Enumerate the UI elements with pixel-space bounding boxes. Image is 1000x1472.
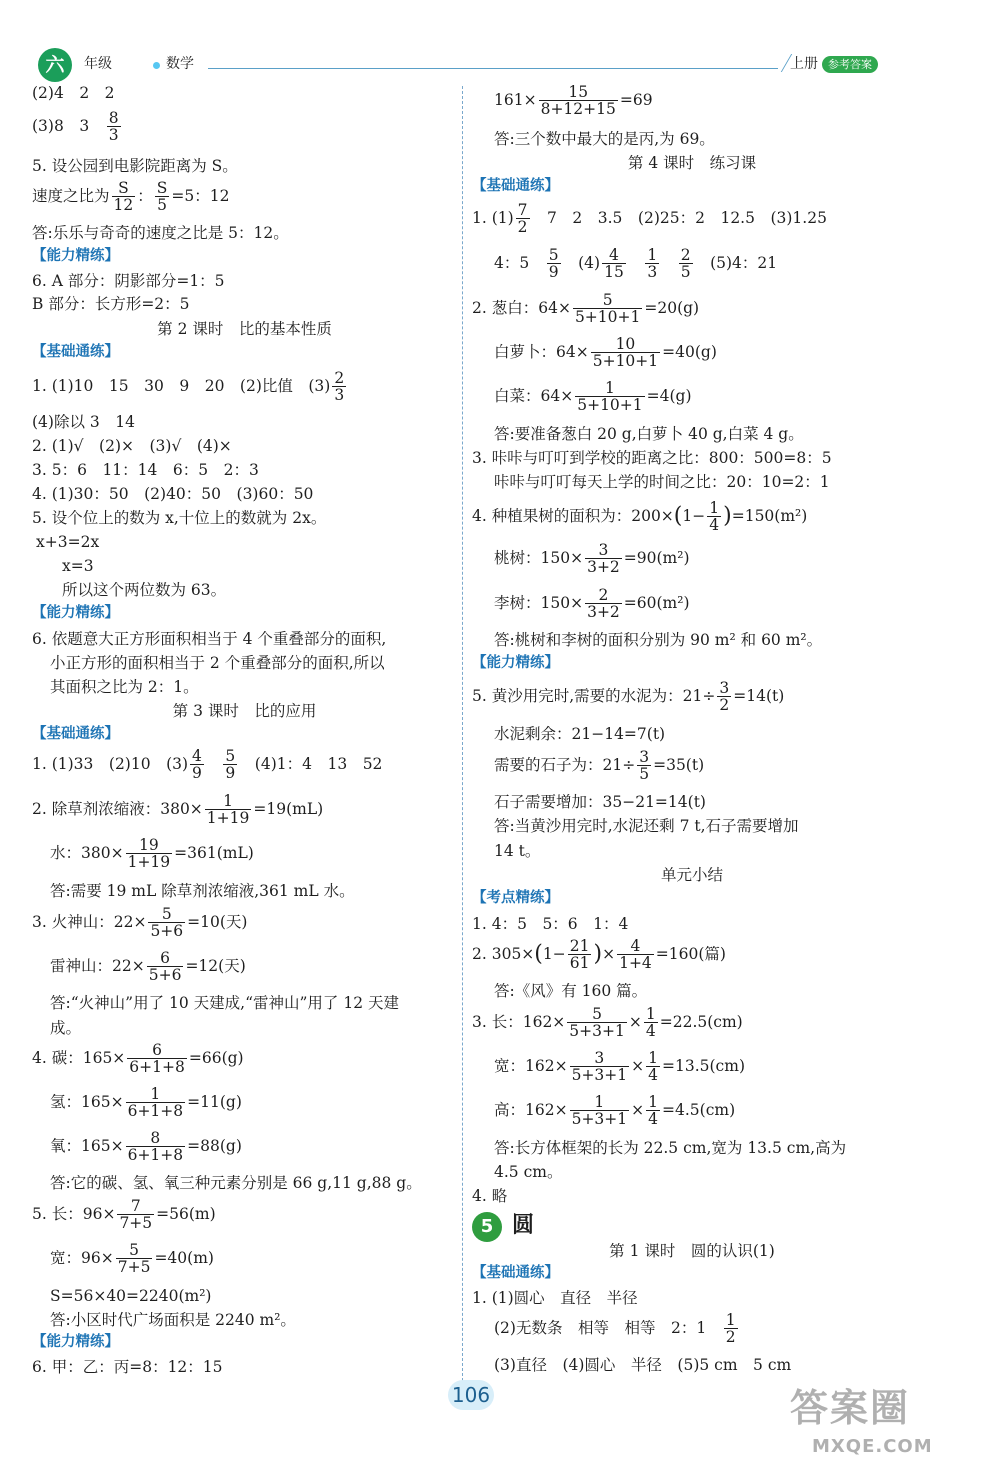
answer-line: 答:当黄沙用完时,水泥还剩 7 t,石子需要增加 — [494, 817, 799, 835]
answer-line: 速度之比为 $\frac{S}{12}$ ： $\frac{S}{5}$ =5：12 — [32, 179, 230, 215]
answer-line: 1. (1)10 15 30 9 20 (2)比值 (3) $\frac{2}{3}$ — [32, 369, 345, 405]
grade-badge: 六 — [38, 48, 72, 82]
grade-label: 年级 — [84, 56, 112, 72]
answer-line: 白萝卜：64× $\frac{10}{5+10+1}$ =40(g) — [494, 335, 717, 371]
section-label: 【基础通练】 — [472, 178, 559, 194]
answer-line: 2. 除草剂浓缩液：380× $\frac{1}{1+19}$ =19(mL) — [32, 792, 324, 828]
unit-title: 圆 — [512, 1212, 535, 1238]
fraction: $\frac{5}{5+6}$ — [150, 905, 184, 941]
answer-line: 宽：162× $\frac{3}{5+3+1}$ × $\frac{1}{4}$ =13.5(cm) — [494, 1049, 745, 1085]
answer-line: 氧：165× $\frac{8}{6+1+8}$ =88(g) — [50, 1129, 242, 1165]
answer-line: 6. 甲：乙：丙=8：12：15 — [32, 1358, 223, 1376]
answer-line: 雷神山：22× $\frac{6}{5+6}$ =12(天) — [50, 949, 246, 985]
answer-line: 咔咔与叮叮每天上学的时间之比：20：10=2：1 — [494, 473, 830, 491]
answer-line: 1. (1) $\frac{7}{2}$ 7 2 3.5 (2)25：2 12.5 (3)1.25 — [472, 201, 827, 237]
column-divider — [462, 86, 463, 1386]
fraction: $\frac{S}{5}$ — [156, 179, 168, 215]
header-rule — [208, 68, 778, 69]
answer-line: (3)直径 (4)圆心 半径 (5)5 cm 5 cm — [494, 1356, 792, 1374]
fraction: $\frac{10}{5+10+1}$ — [592, 335, 659, 371]
answer-line: 5. 设个位上的数为 x,十位上的数就为 2x。 — [32, 509, 327, 527]
volume-label: 上册 — [790, 56, 818, 72]
answer-line: 成。 — [50, 1019, 82, 1037]
answer-line: 答:长方体框架的长为 22.5 cm,宽为 13.5 cm,高为 — [494, 1139, 847, 1157]
lesson-title: 第 4 课时 练习课 — [627, 154, 757, 172]
fraction: $\frac{4}{9}$ — [192, 747, 202, 783]
fraction: $\frac{8}{3}$ — [108, 109, 119, 145]
answer-line: 石子需要增加：35−21=14(t) — [494, 793, 706, 811]
page-header — [38, 48, 888, 80]
fraction: $\frac{21}{61}$ — [569, 937, 590, 973]
answer-line: 1. (1)33 (2)10 (3) $\frac{4}{9}$ $\frac{5}{9}$ (4)1：4 13 52 — [32, 747, 383, 783]
answer-line: 答:需要 19 mL 除草剂浓缩液,361 mL 水。 — [50, 882, 355, 900]
answer-line: 水：380× $\frac{19}{1+19}$ =361(mL) — [50, 836, 254, 872]
fraction: $\frac{15}{8+12+15}$ — [540, 83, 616, 119]
answer-line: (4)除以 3 14 — [32, 413, 135, 431]
fraction: $\frac{7}{2}$ — [517, 201, 528, 237]
fraction: $\frac{5}{5+3+1}$ — [569, 1005, 625, 1041]
answer-line: 6. 依题意大正方形面积相当于 4 个重叠部分的面积, — [32, 630, 387, 648]
fraction: $\frac{S}{12}$ — [113, 179, 134, 215]
answer-line: 1. (1)圆心 直径 半径 — [472, 1289, 638, 1307]
answer-line: 4. 种植果树的面积为：200×(1− $\frac{1}{4}$ )=150(m²) — [472, 499, 808, 535]
unit-number-badge: 5 — [472, 1212, 502, 1242]
lesson-title: 单元小结 — [660, 866, 723, 884]
answer-line: 答:《风》有 160 篇。 — [494, 982, 648, 1000]
subject-label: 数学 — [166, 56, 194, 72]
dot-icon — [153, 62, 160, 69]
fraction: $\frac{19}{1+19}$ — [127, 836, 171, 872]
answer-line: 小正方形的面积相当于 2 个重叠部分的面积,所以 — [50, 654, 385, 672]
answer-line: 需要的石子为：21÷ $\frac{3}{5}$ =35(t) — [494, 748, 705, 784]
answer-line: 4. 碳：165× $\frac{6}{6+1+8}$ =66(g) — [32, 1041, 244, 1077]
answer-line: (3)8 3 $\frac{8}{3}$ — [32, 109, 119, 145]
answer-badge: 参考答案 — [822, 56, 878, 73]
answer-line: 水泥剩余：21−14=7(t) — [494, 725, 666, 743]
answer-line: 答:三个数中最大的是丙,为 69。 — [494, 130, 715, 148]
answer-line: 宽：96× $\frac{5}{7+5}$ =40(m) — [50, 1241, 214, 1277]
watermark-logo: 答案圈 MXQE.COM — [790, 1386, 933, 1457]
answer-line: 其面积之比为 2：1。 — [50, 678, 199, 696]
fraction: $\frac{6}{5+6}$ — [148, 949, 182, 985]
fraction: $\frac{8}{6+1+8}$ — [127, 1129, 184, 1165]
fraction: $\frac{6}{6+1+8}$ — [129, 1041, 185, 1077]
answer-line: 2. (1)√ (2)× (3)√ (4)× — [32, 437, 232, 455]
answer-line: 答:桃树和李树的面积分别为 90 m² 和 60 m²。 — [494, 631, 823, 649]
answer-line: 3. 5：6 11：14 6：5 2：3 — [32, 461, 259, 479]
section-label: 【能力精练】 — [32, 605, 119, 621]
section-label: 【考点精练】 — [472, 890, 559, 906]
section-label: 【基础通练】 — [472, 1265, 559, 1281]
answer-line: 高：162× $\frac{1}{5+3+1}$ × $\frac{1}{4}$ =4.5(cm) — [494, 1093, 736, 1129]
fraction: $\frac{1}{4}$ — [709, 499, 720, 535]
fraction: $\frac{3}{5}$ — [639, 748, 650, 784]
fraction: $\frac{1}{3}$ — [647, 246, 658, 282]
fraction: $\frac{1}{2}$ — [725, 1311, 736, 1347]
answer-line: 1. 4：5 5：6 1：4 — [472, 915, 629, 933]
answer-line: 14 t。 — [494, 842, 541, 860]
fraction: $\frac{5}{5+10+1}$ — [574, 291, 641, 327]
answer-line: 2. 葱白：64× $\frac{5}{5+10+1}$ =20(g) — [472, 291, 700, 327]
answer-line: (2)4 2 2 — [32, 84, 115, 102]
answer-line: (2)无数条 相等 相等 2：1 $\frac{1}{2}$ — [494, 1311, 736, 1347]
fraction: $\frac{1}{1+19}$ — [206, 792, 250, 828]
lesson-title: 第 2 课时 比的基本性质 — [157, 320, 332, 338]
fraction: $\frac{2}{3+2}$ — [587, 586, 620, 622]
fraction: $\frac{1}{5+3+1}$ — [571, 1093, 628, 1129]
answer-line: 答:乐乐与奇奇的速度之比是 5：12。 — [32, 224, 289, 242]
section-label: 【能力精练】 — [32, 1334, 119, 1350]
section-label: 【能力精练】 — [32, 248, 119, 264]
answer-line: 答:小区时代广场面积是 2240 m²。 — [50, 1311, 296, 1329]
answer-line: 3. 长：162× $\frac{5}{5+3+1}$ × $\frac{1}{4}$ =22.5(cm) — [472, 1005, 743, 1041]
answer-line: 白菜：64× $\frac{1}{5+10+1}$ =4(g) — [494, 379, 692, 415]
answer-line: 所以这个两位数为 63。 — [62, 581, 227, 599]
fraction: $\frac{5}{7+5}$ — [117, 1241, 151, 1277]
fraction: $\frac{1}{4}$ — [648, 1093, 659, 1129]
answer-line: 6. A 部分：阴影部分=1：5 — [32, 272, 225, 290]
fraction: $\frac{3}{5+3+1}$ — [571, 1049, 628, 1085]
answer-line: 氢：165× $\frac{1}{6+1+8}$ =11(g) — [50, 1085, 242, 1121]
lesson-title: 第 3 课时 比的应用 — [172, 702, 317, 720]
answer-line: 4：5 $\frac{5}{9}$ (4) $\frac{4}{15}$ $\frac{1}{3}$ $\frac{2}{5}$ (5)4：21 — [494, 246, 778, 282]
answer-line: 2. 305×(1− $\frac{21}{61}$ )× $\frac{4}{1+4}$ =160(篇) — [472, 937, 726, 973]
lesson-title: 第 1 课时 圆的认识(1) — [609, 1242, 775, 1260]
fraction: $\frac{1}{6+1+8}$ — [127, 1085, 184, 1121]
fraction: $\frac{3}{2}$ — [719, 679, 730, 715]
answer-line: 答:要准备葱白 20 g,白萝卜 40 g,白菜 4 g。 — [494, 425, 804, 443]
answer-line: 4. 略 — [472, 1187, 508, 1205]
fraction: $\frac{1}{5+10+1}$ — [577, 379, 643, 415]
section-label: 【基础通练】 — [32, 344, 119, 360]
answer-line: 3. 咔咔与叮叮到学校的距离之比：800：500=8：5 — [472, 449, 832, 467]
fraction: $\frac{4}{15}$ — [604, 246, 624, 282]
fraction: $\frac{5}{9}$ — [548, 246, 559, 282]
answer-line: 桃树：150× $\frac{3}{3+2}$ =90(m²) — [494, 541, 690, 577]
fraction: $\frac{1}{4}$ — [645, 1005, 656, 1041]
answer-line: 4.5 cm。 — [494, 1163, 563, 1181]
answer-line: 答:它的碳、氢、氧三种元素分别是 66 g,11 g,88 g。 — [50, 1174, 422, 1192]
answer-line: S=56×40=2240(m²) — [50, 1287, 212, 1305]
fraction: $\frac{5}{9}$ — [225, 747, 236, 783]
answer-line: 4. (1)30：50 (2)40：50 (3)60：50 — [32, 485, 314, 503]
answer-line: 5. 设公园到电影院距离为 S。 — [32, 157, 238, 175]
fraction: $\frac{1}{4}$ — [648, 1049, 659, 1085]
fraction: $\frac{7}{7+5}$ — [119, 1197, 153, 1233]
page-number: 106 — [448, 1380, 494, 1410]
answer-line: x+3=2x — [36, 533, 100, 551]
answer-line: 3. 火神山：22× $\frac{5}{5+6}$ =10(天) — [32, 905, 248, 941]
section-label: 【基础通练】 — [32, 726, 119, 742]
watermark-site: MXQE.COM — [812, 1436, 933, 1457]
answer-line: 5. 黄沙用完时,需要的水泥为：21÷ $\frac{3}{2}$ =14(t) — [472, 679, 785, 715]
answer-line: 答:“火神山”用了 10 天建成,“雷神山”用了 12 天建 — [50, 994, 400, 1012]
fraction: $\frac{2}{5}$ — [680, 246, 691, 282]
answer-line: 161× $\frac{15}{8+12+15}$ =69 — [494, 83, 653, 119]
answer-line: 5. 长：96× $\frac{7}{7+5}$ =56(m) — [32, 1197, 216, 1233]
answer-line: B 部分：长方形=2：5 — [32, 295, 190, 313]
fraction: $\frac{3}{3+2}$ — [587, 541, 620, 577]
fraction: $\frac{2}{3}$ — [334, 369, 345, 405]
fraction: $\frac{4}{1+4}$ — [619, 937, 652, 973]
answer-line: x=3 — [62, 557, 94, 575]
header-slash — [761, 54, 792, 72]
section-label: 【能力精练】 — [472, 655, 559, 671]
answer-line: 李树：150× $\frac{2}{3+2}$ =60(m²) — [494, 586, 690, 622]
